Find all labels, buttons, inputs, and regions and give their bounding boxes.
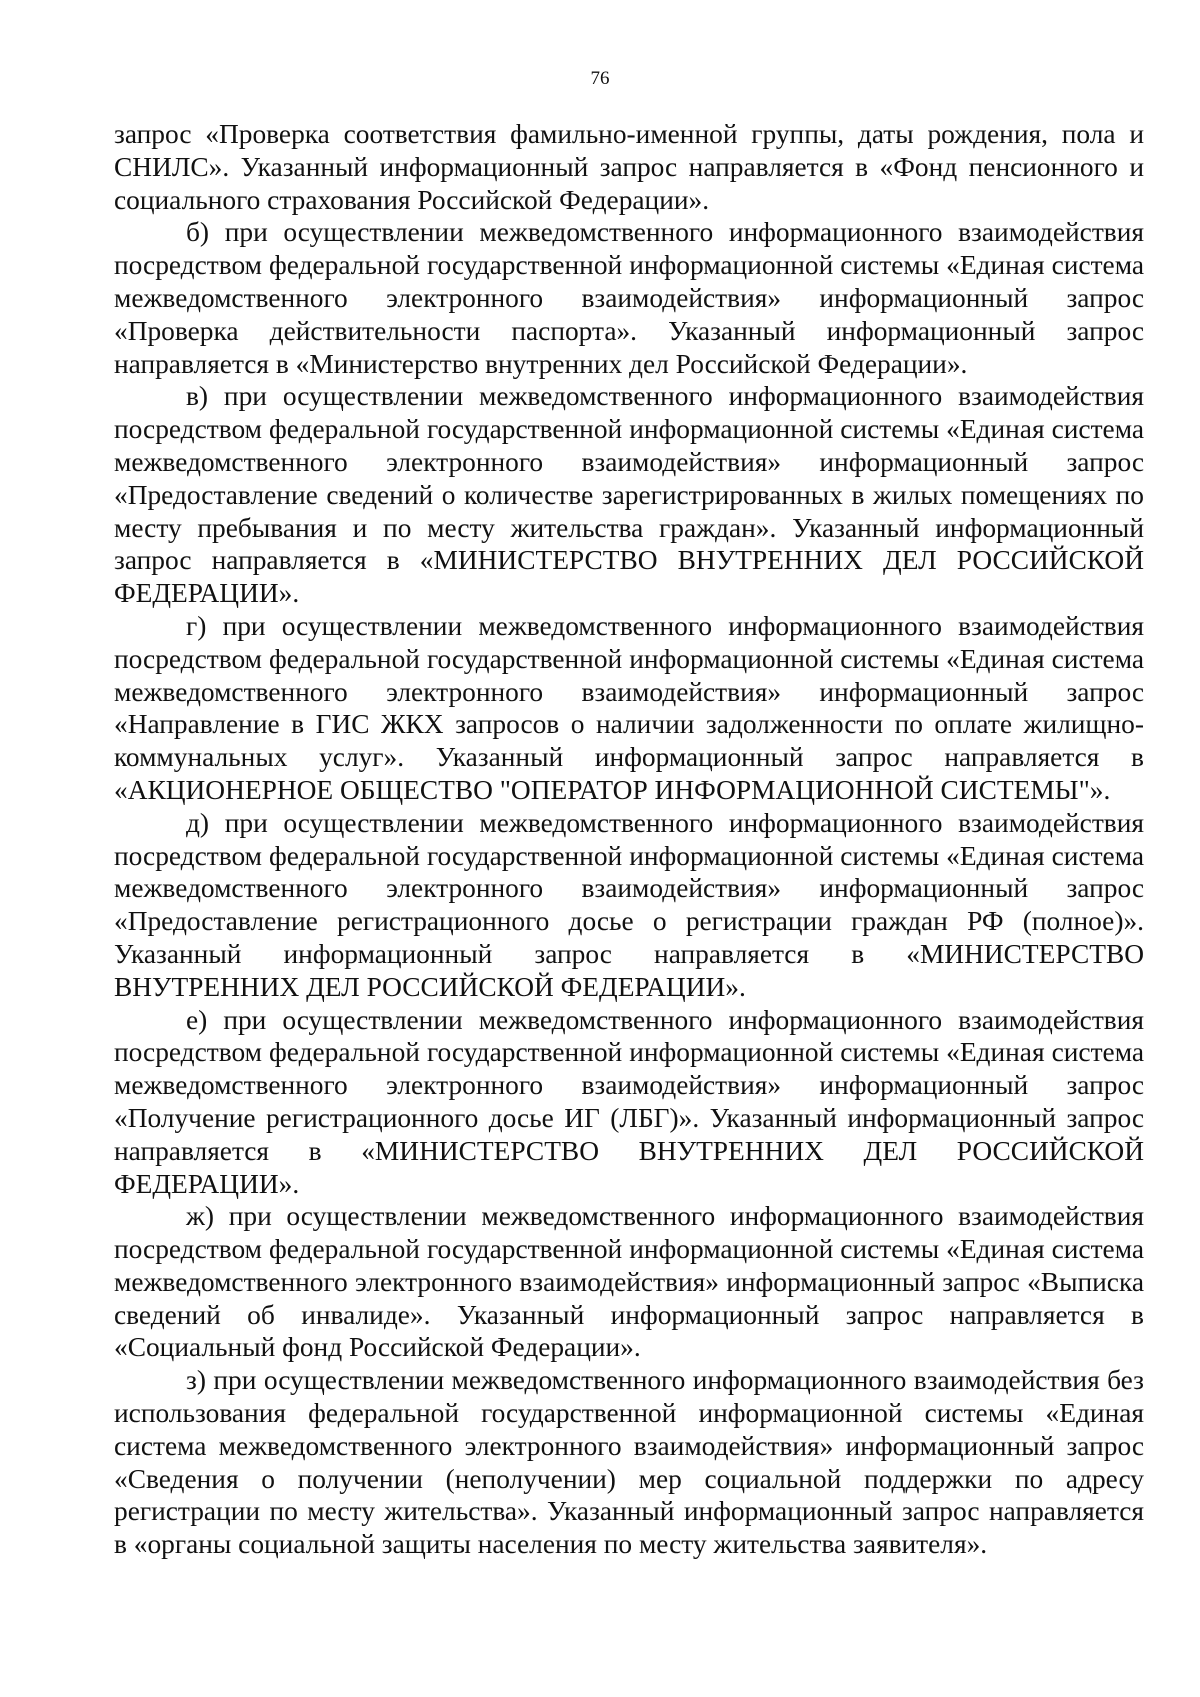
paragraph-continuation: запрос «Проверка соответствия фамильно-именной группы, даты рождения, пола и СНИЛС». Указанный информационный запрос направляется в «Фонд пенсионного и социального страхования Российской Федерации».: [114, 119, 1144, 215]
paragraph-item-e: е) при осуществлении межведомственного информационного взаимодействия посредством федеральной государственной информационной системы «Единая система межведомственного электронного взаимодействия» информационный запрос «Получение регистрационного досье ИГ (ЛБГ)». Указанный информационный запрос направляется в «МИНИСТЕРСТВО ВНУТРЕННИХ ДЕЛ РОССИЙСКОЙ ФЕДЕРАЦИИ».: [114, 1004, 1144, 1199]
paragraph-item-z: з) при осуществлении межведомственного информационного взаимодействия без использования федеральной государственной информационной системы «Единая система межведомственного электронного взаимодействия» информационный запрос «Сведения о получении (неполучении) мер социальной поддержки по адресу регистрации по месту жительства». Указанный информационный запрос направляется в «органы социальной защиты населения по месту жительства заявителя».: [114, 1365, 1144, 1560]
paragraph-item-g: г) при осуществлении межведомственного информационного взаимодействия посредством федеральной государственной информационной системы «Единая система межведомственного электронного взаимодействия» информационный запрос «Направление в ГИС ЖКХ запросов о наличии задолженности по оплате жилищно-коммунальных услуг». Указанный информационный запрос направляется в «АКЦИОНЕРНОЕ ОБЩЕСТВО "ОПЕРАТОР ИНФОРМАЦИОННОЙ СИСТЕМЫ"».: [114, 610, 1144, 805]
page-number: 76: [590, 68, 610, 89]
paragraph-item-zh: ж) при осуществлении межведомственного информационного взаимодействия посредством федеральной государственной информационной системы «Единая система межведомственного электронного взаимодействия» информационный запрос «Выписка сведений об инвалиде». Указанный информационный запрос направляется в «Социальный фонд Российской Федерации».: [114, 1201, 1144, 1363]
paragraph-item-v: в) при осуществлении межведомственного информационного взаимодействия посредством федеральной государственной информационной системы «Единая система межведомственного электронного взаимодействия» информационный запрос «Предоставление сведений о количестве зарегистрированных в жилых помещениях по месту пребывания и по месту жительства граждан». Указанный информационный запрос направляется в «МИНИСТЕРСТВО ВНУТРЕННИХ ДЕЛ РОССИЙСКОЙ ФЕДЕРАЦИИ».: [114, 381, 1144, 609]
paragraph-item-d: д) при осуществлении межведомственного информационного взаимодействия посредством федеральной государственной информационной системы «Единая система межведомственного электронного взаимодействия» информационный запрос «Предоставление регистрационного досье о регистрации граждан РФ (полное)». Указанный информационный запрос направляется в «МИНИСТЕРСТВО ВНУТРЕННИХ ДЕЛ РОССИЙСКОЙ ФЕДЕРАЦИИ».: [114, 807, 1144, 1002]
document-body: [114, 118, 1144, 1561]
paragraph-item-b: б) при осуществлении межведомственного информационного взаимодействия посредством федеральной государственной информационной системы «Единая система межведомственного электронного взаимодействия» информационный запрос «Проверка действительности паспорта». Указанный информационный запрос направляется в «Министерство внутренних дел Российской Федерации».: [114, 217, 1144, 379]
